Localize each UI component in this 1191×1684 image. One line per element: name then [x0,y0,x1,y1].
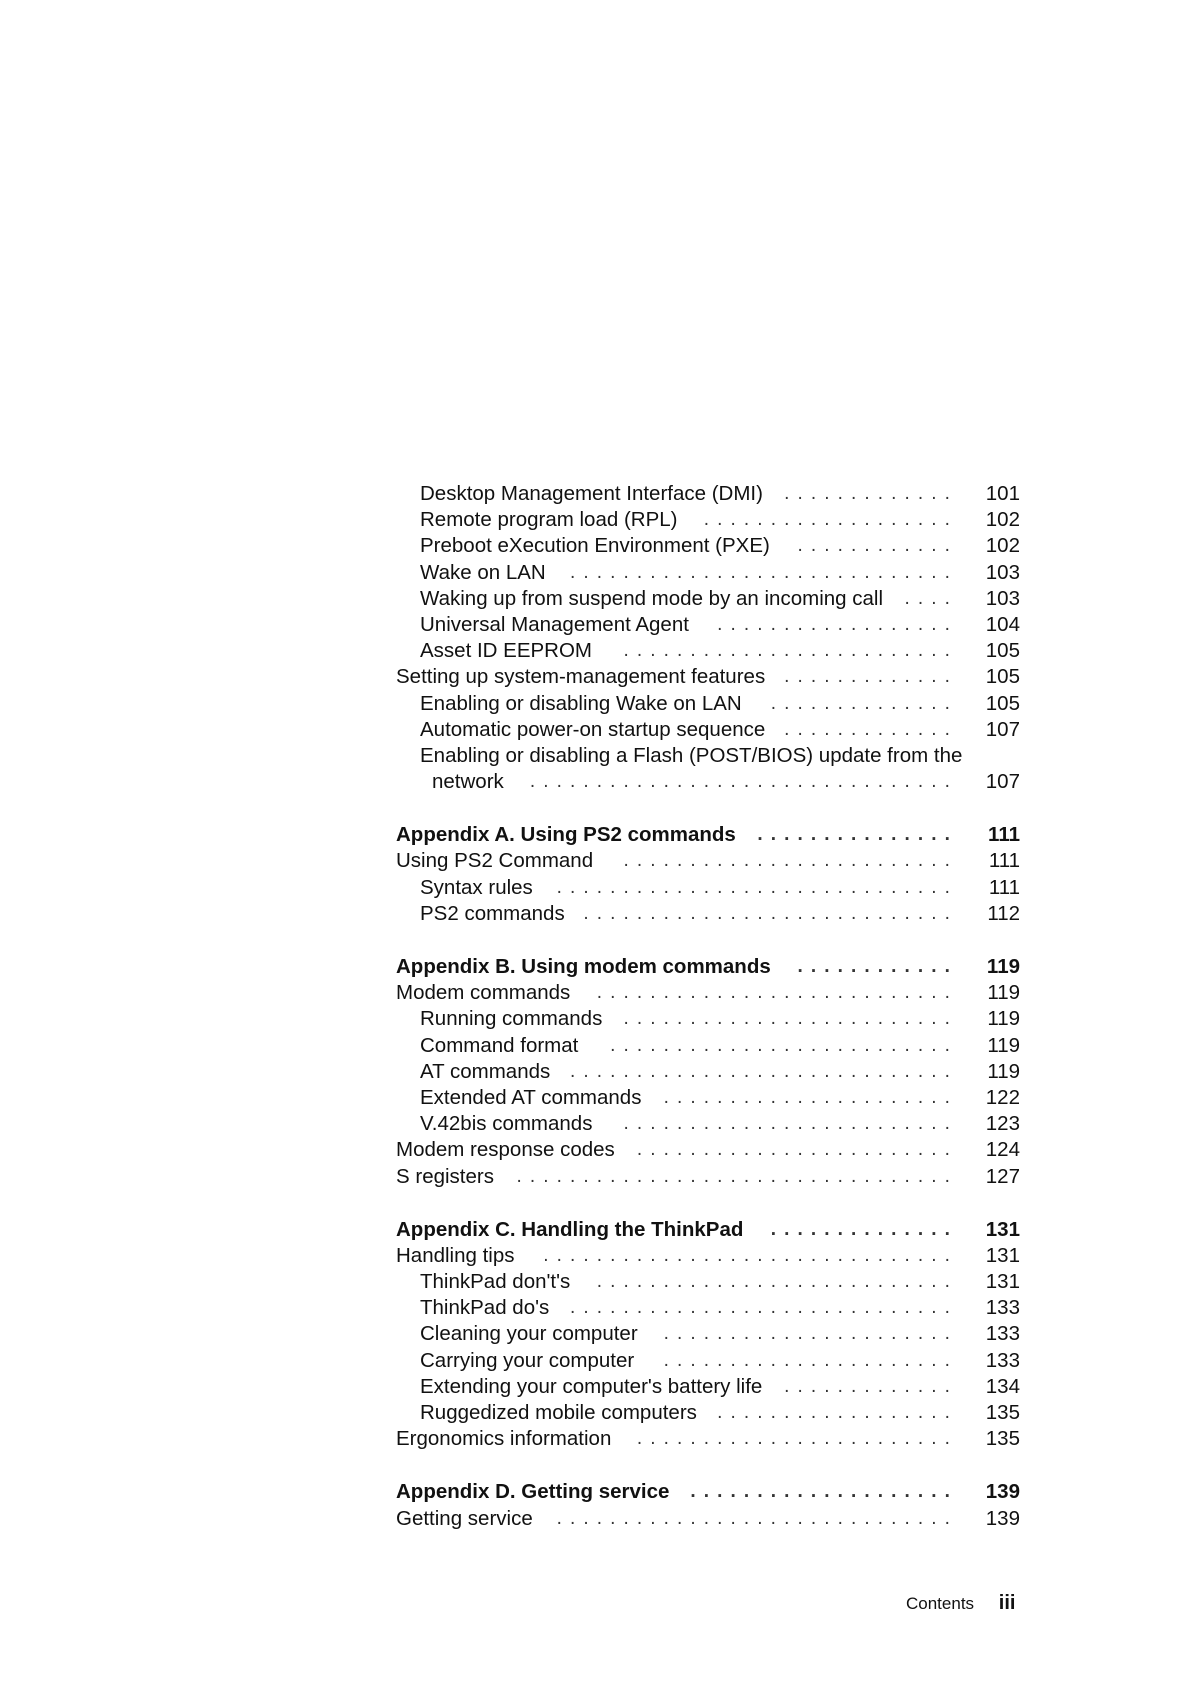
toc-entry-title: AT commands [420,1059,551,1083]
dot-leader: ................................ [529,771,958,793]
toc-page-number: 119 [987,1007,1020,1031]
dot-leader: ............................. [570,1297,958,1319]
toc-entry-title: S registers [396,1164,494,1188]
toc-entry[interactable] [396,1295,1020,1321]
toc-entry-title: Enabling or disabling a Flash (POST/BIOS) update from the [420,743,963,767]
toc-page-number: 107 [985,717,1020,741]
toc-entry[interactable] [396,1506,1020,1532]
toc-page-number: 133 [985,1296,1020,1320]
toc-page-number: 103 [985,560,1020,584]
dot-leader: .............. [770,692,958,714]
toc-entry[interactable] [396,1059,1020,1085]
toc-entry-title: Enabling or disabling Wake on LAN [420,691,742,715]
toc-entry[interactable] [396,1321,1020,1347]
toc-entry-title: Syntax rules [420,875,533,899]
toc-entry-title: Waking up from suspend mode by an incoming call [420,586,884,610]
dot-leader: ................... [703,509,958,531]
toc-entry-title: Automatic power-on startup sequence [420,717,766,741]
dot-leader: ...................... [663,1323,958,1345]
toc-entry[interactable] [396,1243,1020,1269]
toc-entry-title: network [432,770,504,794]
toc-page-number: 111 [988,823,1020,847]
dot-leader: ...................... [663,1086,958,1108]
toc-page-number: 103 [985,586,1020,610]
toc-entry[interactable] [396,1426,1020,1452]
dot-leader: .... [904,587,958,609]
dot-leader: ............................. [570,1060,958,1082]
toc-entry-title: Remote program load (RPL) [420,508,678,532]
toc-entry-title: ThinkPad do's [420,1296,550,1320]
toc-page-number: 131 [985,1243,1020,1267]
toc-entry[interactable] [396,1348,1020,1374]
toc-page-number: 122 [985,1085,1020,1109]
toc-entry-title: ThinkPad don't's [420,1270,571,1294]
toc-page-number: 119 [987,981,1020,1005]
toc-entry-title: Universal Management Agent [420,612,689,636]
dot-leader: ............. [784,718,958,740]
toc-entry-title: Asset ID EEPROM [420,639,593,663]
toc-entry[interactable] [396,980,1020,1006]
toc-page-number: 104 [985,612,1020,636]
toc-entry[interactable] [396,901,1020,927]
toc-page-number: 102 [985,508,1020,532]
dot-leader: ............... [757,824,958,846]
toc-page-number: 139 [985,1506,1020,1530]
toc-entry-title: Ruggedized mobile computers [420,1401,697,1424]
dot-leader: ......................... [623,640,958,662]
toc-page-number: 124 [985,1138,1020,1162]
dot-leader: ........................... [596,1271,958,1293]
toc-entry-title: PS2 commands [420,901,565,925]
toc-entry-title: Handling tips [396,1243,515,1267]
toc-page-number: 119 [987,1059,1020,1083]
toc-page-number: 134 [985,1374,1020,1398]
toc-page-number: 105 [985,665,1020,689]
toc-entry[interactable] [396,560,1020,586]
toc-page-number: 135 [985,1427,1020,1451]
table-of-contents [396,481,1020,1532]
toc-entry[interactable] [396,586,1020,612]
toc-entry[interactable] [396,664,1020,690]
toc-entry-title: Desktop Management Interface (DMI) [420,482,763,505]
toc-page-number: 105 [985,691,1020,715]
toc-entry[interactable] [396,1374,1020,1400]
toc-entry[interactable] [396,1164,1020,1190]
dot-leader: .............................. [556,876,958,898]
dot-leader: ............. [784,666,958,688]
dot-leader: ...................... [663,1349,958,1371]
toc-entry-title: Appendix D. Getting service [396,1480,670,1504]
toc-entry-title: Preboot eXecution Environment (PXE) [420,534,770,558]
toc-entry-title: V.42bis commands [420,1112,593,1136]
toc-entry-title: Wake on LAN [420,560,546,584]
toc-entry-title: Appendix C. Handling the ThinkPad [396,1217,744,1241]
toc-page-number: 131 [985,1217,1020,1241]
toc-entry[interactable] [396,1033,1020,1059]
page-footer [906,1592,1015,1615]
toc-page-number: 102 [985,534,1020,558]
toc-entry-title: Using PS2 Command [396,849,594,873]
toc-page-number: 133 [985,1322,1020,1346]
dot-leader: ......................... [623,1113,958,1135]
toc-page-number: 119 [986,955,1020,978]
toc-entry[interactable] [396,481,1020,507]
toc-page-number: 139 [985,1480,1020,1504]
dot-leader: ............ [797,535,958,557]
dot-leader: ......................... [623,850,958,872]
toc-entry[interactable] [396,507,1020,533]
toc-entry-title: Running commands [420,1007,603,1031]
dot-leader: .................. [717,613,958,635]
dot-leader: ........................ [636,1139,958,1161]
toc-entry-title: Cleaning your computer [420,1322,638,1346]
toc-entry-title: Appendix B. Using modem commands [396,955,771,978]
toc-entry-title: Ergonomics information [396,1427,612,1451]
toc-entry[interactable] [396,848,1020,874]
toc-entry-title: Setting up system-management features [396,665,766,689]
dot-leader: ............................... [543,1244,958,1266]
dot-leader: ......................... [623,1008,958,1030]
toc-entry[interactable] [396,1111,1020,1137]
footer-page-number: iii [998,1592,1016,1614]
dot-leader: ............ [797,956,958,977]
dot-leader: .................. [717,1402,958,1423]
dot-leader: .................... [690,1481,958,1503]
dot-leader: ............................. [570,561,958,583]
toc-entry[interactable] [396,1269,1020,1295]
toc-entry-title: Command format [420,1033,579,1057]
toc-page-number: 111 [988,849,1020,873]
toc-entry-title: Extending your computer's battery life [420,1374,763,1398]
toc-chapter-entry[interactable] [396,954,1020,980]
toc-entry-title: Getting service [396,1506,533,1530]
toc-entry-title: Modem commands [396,981,571,1005]
toc-entry[interactable] [396,1085,1020,1111]
toc-chapter-entry[interactable] [396,822,1020,848]
toc-page-number: 127 [985,1164,1020,1188]
toc-entry[interactable] [396,1400,1020,1426]
toc-chapter-entry[interactable] [396,1479,1020,1505]
dot-leader: ............................ [583,902,958,924]
footer-label: Contents [906,1594,975,1613]
toc-page-number: 107 [985,770,1020,794]
toc-page-number: 131 [985,1270,1020,1294]
toc-page-number: 105 [985,639,1020,663]
dot-leader: ................................. [516,1165,958,1187]
dot-leader: ............. [784,1375,958,1397]
toc-entry-title: Carrying your computer [420,1348,635,1372]
toc-entry-title: Appendix A. Using PS2 commands [396,823,736,847]
toc-entry-title: Extended AT commands [420,1085,642,1109]
dot-leader: ............. [784,483,958,504]
dot-leader: ........................... [596,982,958,1004]
toc-entry[interactable] [396,691,1020,717]
toc-entry[interactable] [396,612,1020,638]
toc-entry[interactable] [396,1006,1020,1032]
toc-entry-title: Modem response codes [396,1138,615,1162]
dot-leader: .............. [770,1218,958,1240]
toc-page-number: 123 [985,1112,1020,1136]
toc-entry[interactable] [396,717,1020,743]
toc-entry[interactable] [396,1137,1020,1163]
toc-page-number: 111 [988,875,1020,899]
toc-page-number: 135 [985,1401,1020,1424]
toc-chapter-entry[interactable] [396,1217,1020,1243]
toc-entry[interactable] [396,769,1020,795]
toc-page-number: 112 [987,901,1020,925]
toc-entry[interactable] [396,533,1020,559]
toc-entry[interactable] [396,743,1020,769]
toc-entry[interactable] [396,875,1020,901]
dot-leader: .............................. [556,1507,958,1529]
toc-entry[interactable] [396,638,1020,664]
dot-leader: .......................... [610,1034,958,1056]
toc-page-number: 133 [985,1348,1020,1372]
dot-leader: ........................ [636,1428,958,1450]
toc-page-number: 119 [987,1033,1020,1057]
toc-page-number: 101 [985,482,1020,505]
